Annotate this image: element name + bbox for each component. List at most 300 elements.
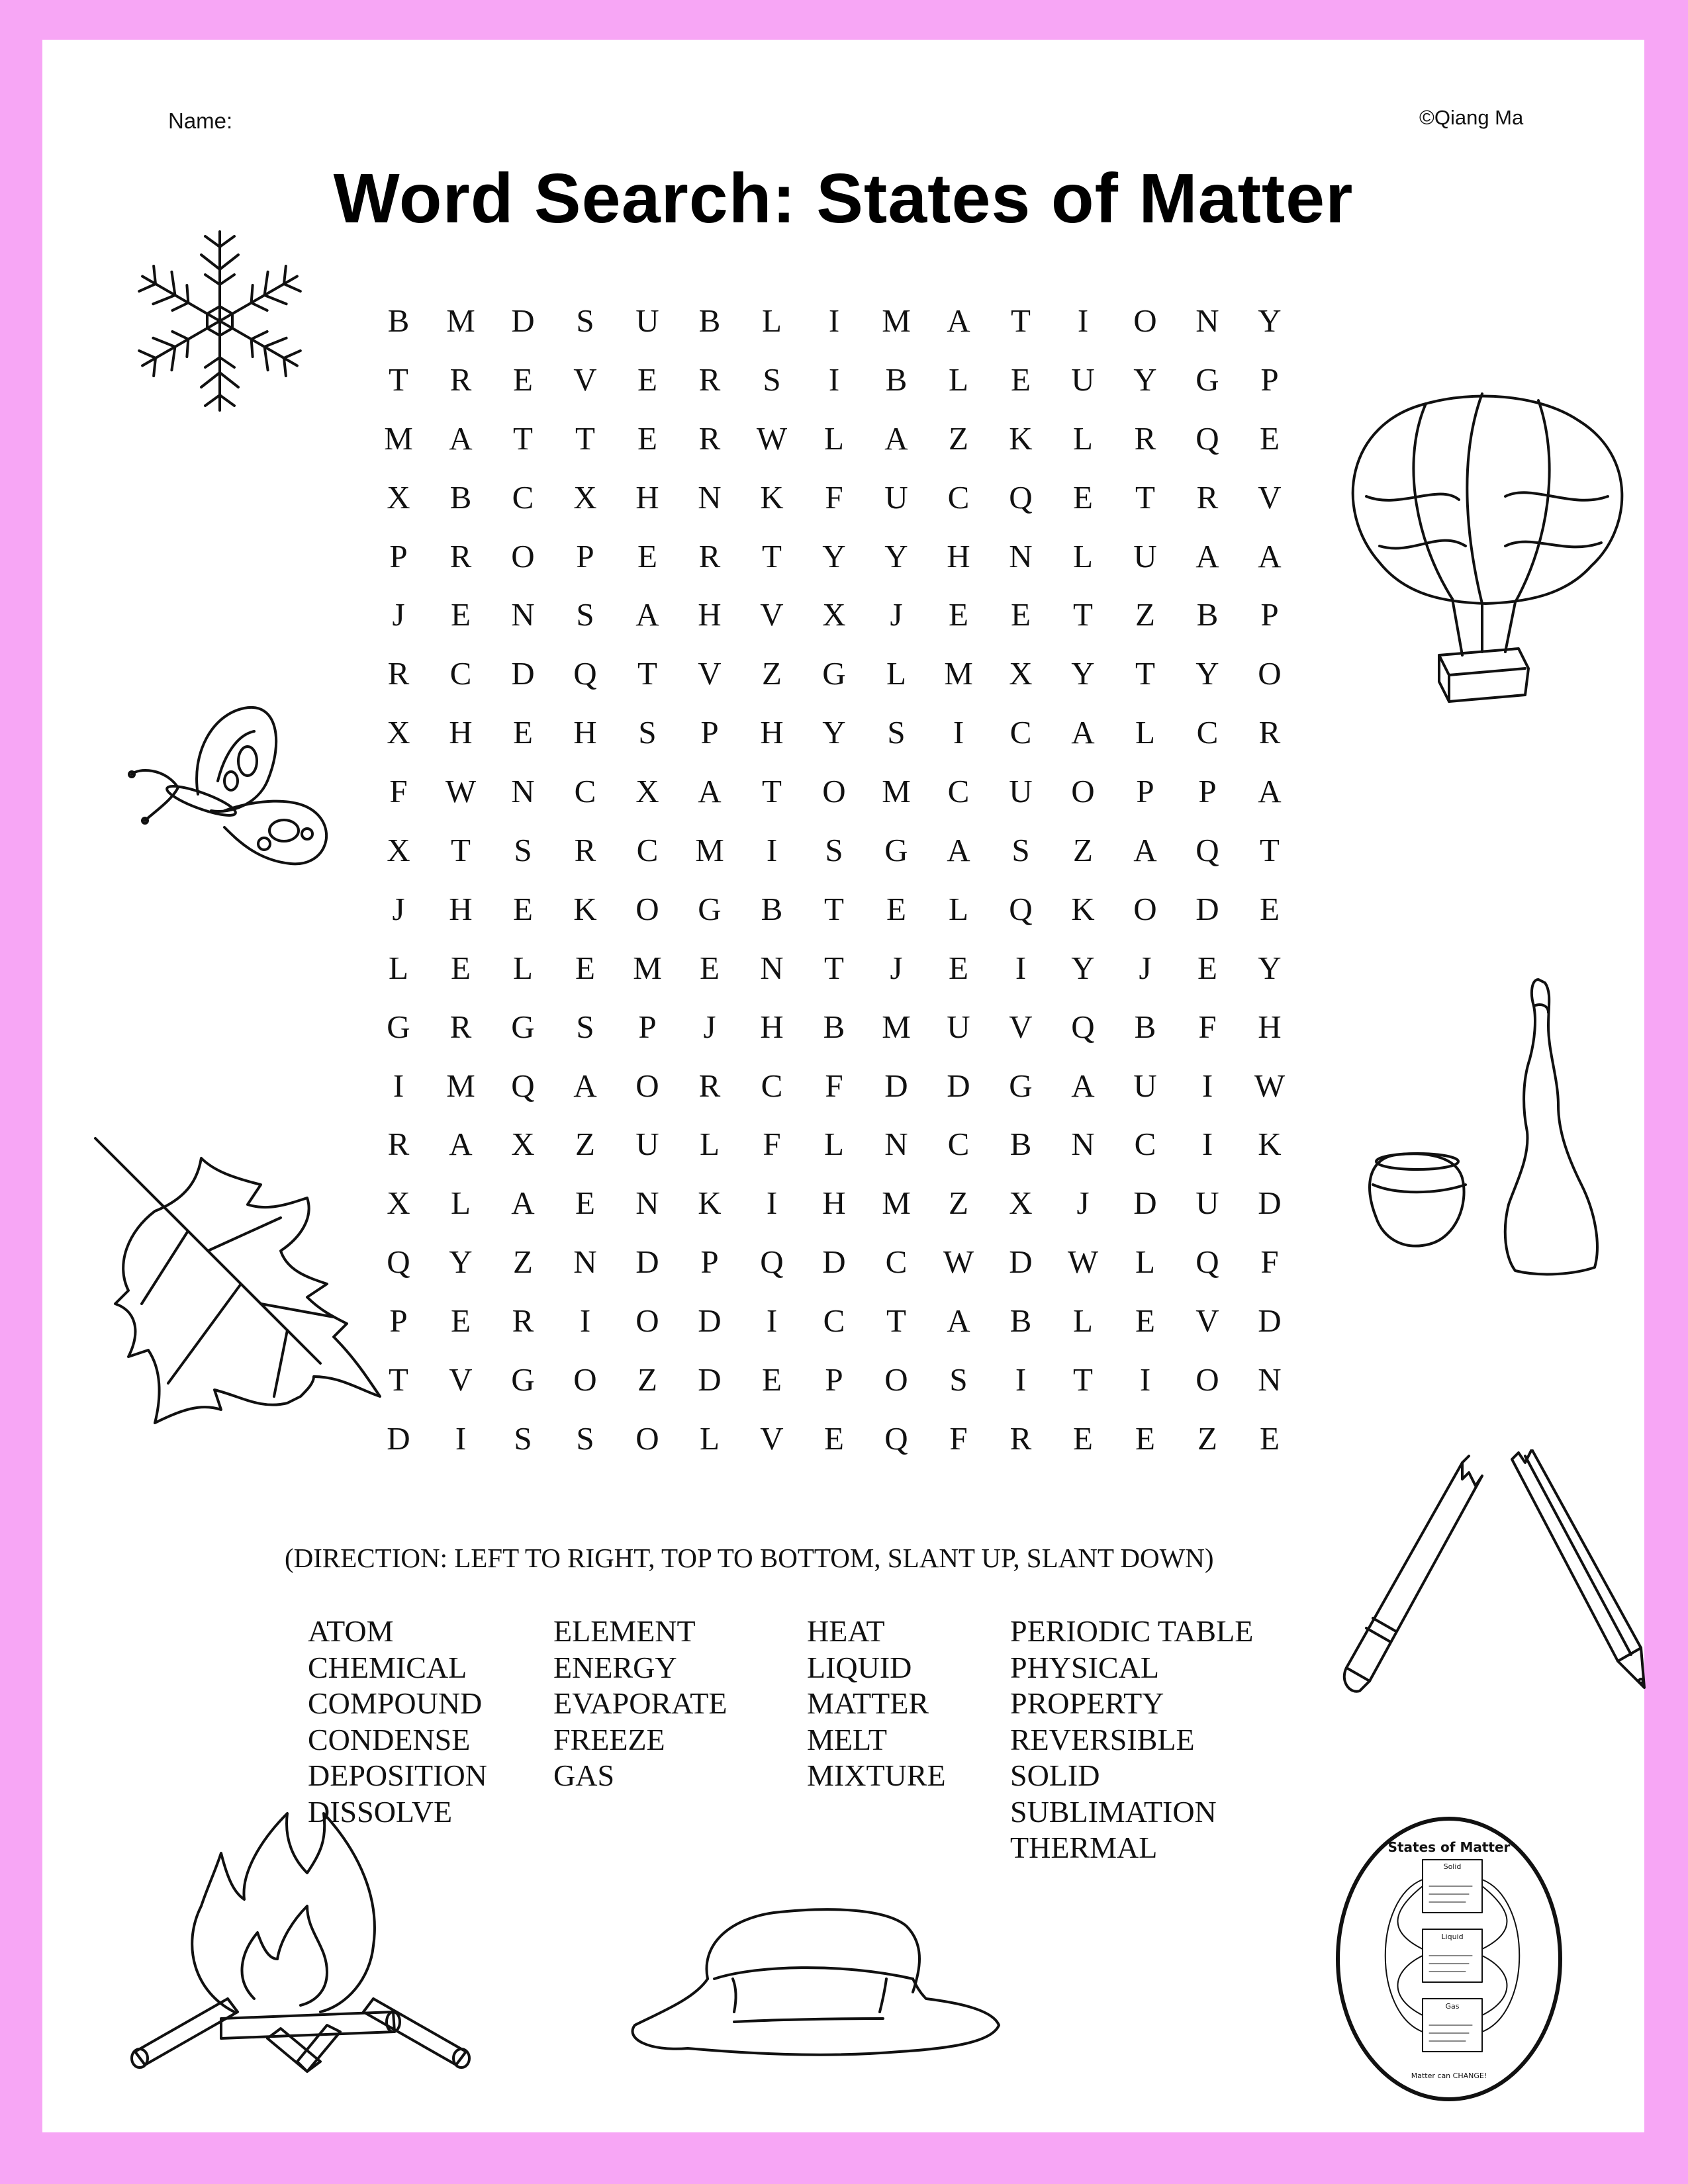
grid-letter: L xyxy=(513,949,533,986)
grid-letter: N xyxy=(573,1244,597,1281)
grid-letter: F xyxy=(389,773,408,810)
grid-letter: T xyxy=(824,890,844,927)
grid-letter: E xyxy=(1197,949,1217,986)
grid-letter: B xyxy=(761,890,783,927)
grid-letter: N xyxy=(760,949,784,986)
poster-liquid-label: Liquid xyxy=(1441,1933,1464,1941)
grid-letter: D xyxy=(1258,1185,1282,1222)
grid-letter: I xyxy=(1201,1067,1213,1104)
poster-title: States of Matter xyxy=(1387,1839,1511,1855)
grid-letter: A xyxy=(947,1302,970,1340)
grid-letter: B xyxy=(1196,596,1219,633)
grid-letter: T xyxy=(762,773,782,810)
grid-letter: G xyxy=(511,1008,535,1045)
grid-letter: G xyxy=(884,831,908,868)
grid-letter: E xyxy=(1260,420,1280,457)
page-title: Word Search: States of Matter xyxy=(333,159,1354,238)
grid-letter: U xyxy=(947,1008,970,1045)
grid-letter: J xyxy=(392,596,405,633)
grid-letter: H xyxy=(947,537,970,574)
grid-letter: C xyxy=(947,478,970,516)
grid-letter: E xyxy=(949,949,968,986)
grid-letter: W xyxy=(943,1244,974,1281)
grid-letter: S xyxy=(825,831,843,868)
grid-letter: H xyxy=(1258,1008,1282,1045)
grid-letter: R xyxy=(387,1126,410,1163)
grid-letter: T xyxy=(575,420,595,457)
grid-letter: Y xyxy=(1196,655,1219,692)
grid-letter: E xyxy=(1073,1420,1093,1457)
grid-letter: O xyxy=(511,537,535,574)
grid-letter: N xyxy=(1196,302,1219,339)
word-item: GAS xyxy=(553,1758,615,1792)
grid-letter: A xyxy=(1258,537,1282,574)
grid-letter: S xyxy=(763,361,781,398)
grid-letter: L xyxy=(1073,537,1093,574)
grid-letter: A xyxy=(511,1185,535,1222)
poster-solid-label: Solid xyxy=(1443,1862,1462,1871)
grid-letter: D xyxy=(1258,1302,1282,1340)
grid-letter: D xyxy=(1196,890,1219,927)
word-item: CONDENSE xyxy=(308,1722,471,1756)
grid-letter: U xyxy=(635,302,659,339)
grid-letter: C xyxy=(1196,714,1219,751)
grid-letter: H xyxy=(449,890,473,927)
grid-letter: G xyxy=(1196,361,1219,398)
word-item: DEPOSITION xyxy=(308,1758,487,1792)
word-item: MELT xyxy=(807,1722,887,1756)
grid-letter: M xyxy=(446,1067,475,1104)
grid-letter: N xyxy=(1071,1126,1095,1163)
grid-letter: R xyxy=(449,361,472,398)
grid-letter: V xyxy=(1009,1008,1033,1045)
word-item: MATTER xyxy=(807,1686,929,1720)
grid-letter: E xyxy=(1011,596,1031,633)
grid-letter: X xyxy=(387,831,410,868)
grid-letter: Z xyxy=(575,1126,595,1163)
grid-letter: A xyxy=(1071,714,1095,751)
grid-letter: M xyxy=(384,420,413,457)
grid-letter: D xyxy=(387,1420,410,1457)
grid-letter: O xyxy=(573,1361,597,1398)
grid-letter: L xyxy=(700,1420,720,1457)
grid-letter: D xyxy=(1009,1244,1033,1281)
grid-letter: Y xyxy=(1258,302,1282,339)
grid-letter: P xyxy=(1198,773,1217,810)
grid-letter: A xyxy=(449,1126,473,1163)
grid-letter: T xyxy=(513,420,533,457)
grid-letter: Q xyxy=(1009,478,1033,516)
grid-letter: I xyxy=(1015,1361,1027,1398)
grid-letter: J xyxy=(1139,949,1152,986)
grid-letter: P xyxy=(700,714,719,751)
grid-letter: B xyxy=(1009,1126,1032,1163)
grid-letter: N xyxy=(1009,537,1033,574)
grid-letter: I xyxy=(579,1302,591,1340)
word-item: REVERSIBLE xyxy=(1010,1722,1195,1756)
grid-letter: O xyxy=(1133,890,1157,927)
grid-letter: H xyxy=(822,1185,846,1222)
grid-letter: Z xyxy=(1197,1420,1217,1457)
word-item: COMPOUND xyxy=(308,1686,483,1720)
grid-letter: N xyxy=(884,1126,908,1163)
poster-gas-label: Gas xyxy=(1445,2002,1460,2011)
grid-letter: A xyxy=(1258,773,1282,810)
grid-letter: P xyxy=(389,537,408,574)
grid-letter: A xyxy=(573,1067,597,1104)
grid-letter: L xyxy=(389,949,408,986)
grid-letter: E xyxy=(886,890,906,927)
word-item: SUBLIMATION xyxy=(1010,1794,1217,1829)
grid-letter: G xyxy=(387,1008,410,1045)
grid-letter: E xyxy=(451,596,471,633)
grid-letter: U xyxy=(1009,773,1033,810)
grid-letter: I xyxy=(393,1067,404,1104)
grid-letter: T xyxy=(762,537,782,574)
grid-letter: R xyxy=(449,537,472,574)
word-item: HEAT xyxy=(807,1614,885,1648)
grid-letter: R xyxy=(512,1302,534,1340)
grid-letter: I xyxy=(828,361,840,398)
grid-letter: O xyxy=(635,1302,659,1340)
grid-letter: Z xyxy=(637,1361,657,1398)
grid-letter: J xyxy=(890,596,903,633)
grid-letter: T xyxy=(1135,655,1155,692)
grid-letter: C xyxy=(1134,1126,1156,1163)
grid-letter: Q xyxy=(573,655,597,692)
grid-letter: X xyxy=(1009,1185,1033,1222)
grid-letter: L xyxy=(886,655,906,692)
word-item: PERIODIC TABLE xyxy=(1010,1614,1254,1648)
grid-letter: S xyxy=(1011,831,1030,868)
grid-letter: I xyxy=(455,1420,467,1457)
grid-letter: F xyxy=(1260,1244,1279,1281)
grid-letter: D xyxy=(511,655,535,692)
grid-letter: I xyxy=(766,831,778,868)
grid-letter: F xyxy=(825,1067,843,1104)
grid-letter: B xyxy=(449,478,472,516)
grid-letter: A xyxy=(635,596,659,633)
word-list-column-2 xyxy=(553,1614,727,1794)
grid-letter: Y xyxy=(1071,655,1095,692)
grid-letter: Q xyxy=(511,1067,535,1104)
grid-letter: I xyxy=(828,302,840,339)
grid-letter: M xyxy=(633,949,662,986)
grid-letter: T xyxy=(824,949,844,986)
grid-letter: Q xyxy=(760,1244,784,1281)
grid-letter: B xyxy=(1134,1008,1156,1045)
grid-letter: E xyxy=(575,949,595,986)
grid-letter: N xyxy=(698,478,722,516)
grid-letter: R xyxy=(1258,714,1281,751)
grid-letter: D xyxy=(884,1067,908,1104)
grid-letter: M xyxy=(882,302,911,339)
grid-letter: F xyxy=(763,1126,781,1163)
grid-letter: P xyxy=(389,1302,408,1340)
campfire-icon xyxy=(109,1800,492,2078)
grid-letter: R xyxy=(1196,478,1219,516)
grid-letter: J xyxy=(1076,1185,1090,1222)
grid-letter: G xyxy=(698,890,722,927)
grid-letter: R xyxy=(698,1067,721,1104)
grid-letter: H xyxy=(760,1008,784,1045)
grid-letter: Z xyxy=(1073,831,1093,868)
grid-letter: E xyxy=(949,596,968,633)
word-item: THERMAL xyxy=(1010,1831,1158,1864)
word-list-column-3 xyxy=(807,1614,946,1794)
grid-letter: F xyxy=(825,478,843,516)
grid-letter: C xyxy=(636,831,659,868)
grid-letter: J xyxy=(392,890,405,927)
grid-letter: S xyxy=(514,1420,532,1457)
grid-letter: Q xyxy=(1071,1008,1095,1045)
word-item: PROPERTY xyxy=(1010,1686,1164,1720)
grid-letter: M xyxy=(944,655,973,692)
grid-letter: T xyxy=(389,1361,408,1398)
grid-letter: V xyxy=(1196,1302,1219,1340)
word-item: PHYSICAL xyxy=(1010,1650,1159,1684)
word-item: ELEMENT xyxy=(553,1614,696,1648)
grid-letter: Z xyxy=(949,1185,968,1222)
grid-letter: E xyxy=(824,1420,844,1457)
grid-letter: O xyxy=(884,1361,908,1398)
grid-letter: D xyxy=(635,1244,659,1281)
grid-letter: E xyxy=(1260,1420,1280,1457)
grid-letter: L xyxy=(700,1126,720,1163)
letter-grid xyxy=(367,291,1301,1468)
grid-letter: F xyxy=(1198,1008,1217,1045)
grid-letter: S xyxy=(576,1008,594,1045)
butterfly-icon xyxy=(125,702,390,900)
grid-letter: Z xyxy=(762,655,782,692)
grid-letter: M xyxy=(446,302,475,339)
grid-letter: S xyxy=(949,1361,968,1398)
grid-letter: A xyxy=(947,831,970,868)
grid-letter: U xyxy=(635,1126,659,1163)
grid-letter: C xyxy=(823,1302,845,1340)
grid-letter: P xyxy=(1136,773,1154,810)
grid-letter: C xyxy=(947,773,970,810)
grid-letter: C xyxy=(761,1067,783,1104)
cup-and-bottle-icon xyxy=(1356,966,1621,1284)
grid-letter: S xyxy=(576,596,594,633)
snowflake-icon xyxy=(120,222,319,420)
grid-letter: O xyxy=(1196,1361,1219,1398)
grid-letter: B xyxy=(823,1008,845,1045)
direction-note: (DIRECTION: LEFT TO RIGHT, TOP TO BOTTOM, SLANT UP, SLANT DOWN) xyxy=(285,1543,1214,1573)
grid-letter: Q xyxy=(884,1420,908,1457)
grid-letter: E xyxy=(1011,361,1031,398)
grid-letter: X xyxy=(573,478,597,516)
grid-letter: T xyxy=(389,361,408,398)
grid-letter: C xyxy=(574,773,596,810)
grid-letter: X xyxy=(387,478,410,516)
grid-letter: L xyxy=(762,302,782,339)
grid-letter: L xyxy=(949,361,968,398)
grid-letter: K xyxy=(760,478,784,516)
grid-letter: T xyxy=(1260,831,1280,868)
grid-letter: R xyxy=(449,1008,472,1045)
grid-letter: W xyxy=(1067,1244,1099,1281)
word-item: SOLID xyxy=(1010,1758,1100,1792)
grid-letter: T xyxy=(886,1302,906,1340)
grid-letter: O xyxy=(1071,773,1095,810)
grid-letter: E xyxy=(637,537,657,574)
grid-letter: E xyxy=(1260,890,1280,927)
melting-ice-icon xyxy=(622,1880,1006,2078)
grid-letter: U xyxy=(1133,1067,1157,1104)
grid-letter: Y xyxy=(1258,949,1282,986)
grid-letter: S xyxy=(887,714,906,751)
grid-letter: F xyxy=(949,1420,968,1457)
grid-letter: E xyxy=(1135,1302,1155,1340)
grid-letter: M xyxy=(882,773,911,810)
grid-letter: Q xyxy=(1196,831,1219,868)
grid-letter: O xyxy=(635,890,659,927)
grid-letter: I xyxy=(766,1185,778,1222)
grid-letter: E xyxy=(513,361,533,398)
grid-letter: D xyxy=(947,1067,970,1104)
grid-letter: Y xyxy=(822,714,846,751)
grid-letter: R xyxy=(698,420,721,457)
word-item: ATOM xyxy=(308,1614,394,1648)
grid-letter: I xyxy=(766,1302,778,1340)
grid-letter: T xyxy=(1073,1361,1093,1398)
grid-letter: U xyxy=(1133,537,1157,574)
grid-letter: R xyxy=(387,655,410,692)
grid-letter: K xyxy=(1071,890,1095,927)
grid-letter: V xyxy=(573,361,597,398)
grid-letter: H xyxy=(698,596,722,633)
grid-letter: P xyxy=(825,1361,843,1398)
grid-letter: L xyxy=(824,420,844,457)
grid-letter: K xyxy=(698,1185,722,1222)
grid-letter: Y xyxy=(1071,949,1095,986)
grid-letter: K xyxy=(573,890,597,927)
grid-letter: G xyxy=(511,1361,535,1398)
grid-letter: C xyxy=(1009,714,1032,751)
grid-letter: N xyxy=(1258,1361,1282,1398)
grid-letter: E xyxy=(451,949,471,986)
grid-letter: W xyxy=(1254,1067,1286,1104)
grid-letter: C xyxy=(512,478,534,516)
grid-letter: L xyxy=(451,1185,471,1222)
grid-letter: O xyxy=(635,1420,659,1457)
grid-letter: D xyxy=(698,1361,722,1398)
grid-letter: W xyxy=(756,420,788,457)
grid-letter: X xyxy=(822,596,846,633)
worksheet-page xyxy=(42,40,1644,2132)
grid-letter: L xyxy=(1073,1302,1093,1340)
grid-letter: Q xyxy=(1196,420,1219,457)
grid-letter: U xyxy=(1196,1185,1219,1222)
grid-letter: I xyxy=(1201,1126,1213,1163)
word-item: FREEZE xyxy=(553,1722,665,1756)
grid-letter: T xyxy=(1011,302,1031,339)
grid-letter: D xyxy=(1133,1185,1157,1222)
grid-letter: L xyxy=(1135,714,1155,751)
grid-letter: E xyxy=(637,420,657,457)
grid-letter: A xyxy=(1133,831,1157,868)
grid-letter: T xyxy=(1135,478,1155,516)
grid-letter: L xyxy=(949,890,968,927)
grid-letter: V xyxy=(1258,478,1282,516)
broken-pencil-icon xyxy=(1340,1449,1658,1727)
word-list-column-1 xyxy=(308,1614,487,1830)
grid-letter: O xyxy=(635,1067,659,1104)
grid-letter: I xyxy=(953,714,964,751)
grid-letter: Z xyxy=(513,1244,533,1281)
grid-letter: E xyxy=(513,890,533,927)
grid-letter: C xyxy=(947,1126,970,1163)
grid-letter: E xyxy=(1135,1420,1155,1457)
grid-letter: Z xyxy=(949,420,968,457)
grid-letter: D xyxy=(698,1302,722,1340)
grid-letter: X xyxy=(635,773,659,810)
grid-letter: I xyxy=(1139,1361,1151,1398)
grid-letter: Z xyxy=(1135,596,1155,633)
grid-letter: I xyxy=(1015,949,1027,986)
grid-letter: B xyxy=(387,302,410,339)
grid-letter: R xyxy=(698,361,721,398)
grid-letter: L xyxy=(1073,420,1093,457)
grid-letter: Q xyxy=(1196,1244,1219,1281)
grid-letter: A xyxy=(449,420,473,457)
grid-letter: N xyxy=(511,596,535,633)
grid-letter: O xyxy=(1133,302,1157,339)
grid-letter: M xyxy=(882,1008,911,1045)
grid-letter: G xyxy=(822,655,846,692)
grid-letter: R xyxy=(574,831,596,868)
grid-letter: E xyxy=(762,1361,782,1398)
grid-letter: A xyxy=(1071,1067,1095,1104)
leaf-icon xyxy=(89,1132,387,1430)
grid-letter: D xyxy=(822,1244,846,1281)
grid-letter: Q xyxy=(387,1244,410,1281)
grid-letter: M xyxy=(695,831,724,868)
grid-letter: L xyxy=(824,1126,844,1163)
grid-letter: O xyxy=(1258,655,1282,692)
grid-letter: P xyxy=(700,1244,719,1281)
grid-letter: R xyxy=(1009,1420,1032,1457)
grid-letter: P xyxy=(1260,596,1279,633)
grid-letter: P xyxy=(1260,361,1279,398)
grid-letter: E xyxy=(1073,478,1093,516)
grid-letter: V xyxy=(760,1420,784,1457)
word-item: EVAPORATE xyxy=(553,1686,727,1720)
grid-letter: A xyxy=(947,302,970,339)
grid-letter: W xyxy=(445,773,477,810)
grid-letter: B xyxy=(698,302,721,339)
grid-letter: D xyxy=(511,302,535,339)
grid-letter: B xyxy=(885,361,908,398)
grid-letter: L xyxy=(1135,1244,1155,1281)
grid-letter: C xyxy=(449,655,472,692)
grid-letter: I xyxy=(1077,302,1089,339)
grid-letter: X xyxy=(1009,655,1033,692)
grid-letter: H xyxy=(635,478,659,516)
grid-letter: H xyxy=(573,714,597,751)
grid-letter: E xyxy=(451,1302,471,1340)
grid-letter: R xyxy=(1134,420,1156,457)
states-of-matter-poster xyxy=(1333,1813,1565,2105)
grid-letter: S xyxy=(514,831,532,868)
grid-letter: B xyxy=(1009,1302,1032,1340)
grid-letter: V xyxy=(760,596,784,633)
grid-letter: Q xyxy=(1009,890,1033,927)
grid-letter: E xyxy=(513,714,533,751)
word-item: MIXTURE xyxy=(807,1758,946,1792)
